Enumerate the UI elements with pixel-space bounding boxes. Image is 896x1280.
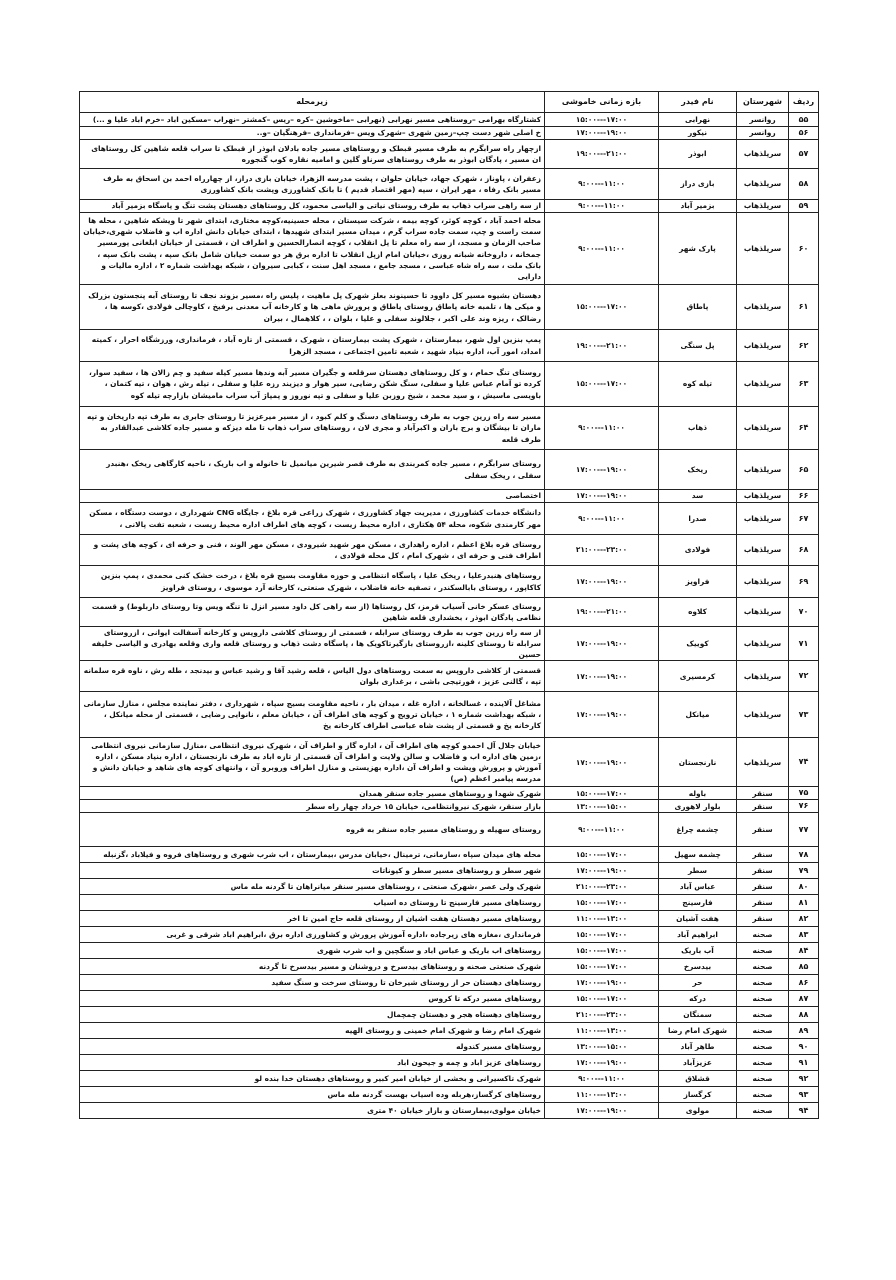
outage-time-cell: ۱۷:۰۰---۱۵:۰۰ xyxy=(545,927,659,943)
outage-time-cell: ۱۱:۰۰---۹:۰۰ xyxy=(545,813,659,847)
feeder-name-cell: نیکور xyxy=(659,127,737,140)
sub-neighborhood-cell: روستاهای دهستان حر از روستای شیرخان تا روستای سرخت و سنگ سفید xyxy=(80,975,545,991)
sub-neighborhood-cell: شهرک تاکسیرانی و بخشی از خیابان امیر کبیر و روستاهای دهستان خدا بنده لو xyxy=(80,1071,545,1087)
feeder-name-cell: کرگساز xyxy=(659,1087,737,1103)
feeder-name-cell: حر xyxy=(659,975,737,991)
table-row xyxy=(80,566,819,598)
row-number-cell: ۷۶ xyxy=(789,800,819,813)
header-outage-time-range: بازه زمانی خاموشی xyxy=(545,92,659,113)
outage-time-cell: ۱۵:۰۰---۱۳:۰۰ xyxy=(545,1039,659,1055)
outage-time-cell: ۱۷:۰۰---۱۵:۰۰ xyxy=(545,362,659,407)
city-cell: سرپلذهاب xyxy=(737,450,789,490)
table-row xyxy=(80,975,819,991)
feeder-name-cell: کوییک xyxy=(659,627,737,661)
sub-neighborhood-cell: محله احمد آباد ، کوچه کوثر، کوچه بیمه ، شرکت سیستان ، محله حسینیه،کوچه مختاری، ابتدای شهر تا ویشکه شاهین ، محله ها سمت راست و چپ، سمت جاده سراب گرم ، میدان مسیر ابتدای شهیدها ، ابتدای خیابان دانش اداره اب و فاضلاب شهری،خیابان صاحب الزمان و مسجد، از سه راه معلم تا پل انقلاب ، کوچه انصارالحسین و اطراف ان ، قسمتی از خیابان ابلغانی پورمسیر جمخانه ، داروخانه شبانه روزی ،خیابان امام ازپل انقلاب تا اداره برق هر دو سمت خیابان شامل بانک سپه ، پشت بانک سپه ، بانک ملت ، سه راه شاه عباسی ، مسجد جامع ، مسجد اهل سنت ، کبابی سیروان ، شبکه بهداشت شماره ۲ ، اداره مالیات و دارایی xyxy=(80,213,545,285)
outage-time-cell: ۱۹:۰۰---۱۷:۰۰ xyxy=(545,450,659,490)
table-row xyxy=(80,362,819,407)
table-row xyxy=(80,787,819,800)
city-cell: سرپلذهاب xyxy=(737,200,789,213)
sub-neighborhood-cell: روستاهای اب باریک و عباس اباد و سنگچین و اب شرب شهری xyxy=(80,943,545,959)
row-number-cell: ۶۷ xyxy=(789,503,819,535)
feeder-name-cell: سمنگان xyxy=(659,1007,737,1023)
sub-neighborhood-cell: شهرک شهدا و روستاهای مسیر جاده سنقر همدان xyxy=(80,787,545,800)
row-number-cell: ۶۱ xyxy=(789,285,819,330)
city-cell: سنقر xyxy=(737,895,789,911)
row-number-cell: ۶۳ xyxy=(789,362,819,407)
table-row xyxy=(80,692,819,738)
sub-neighborhood-cell: روستای قره بلاغ اعظم ، اداره راهداری ، مسکن مهر شهید شیرودی ، مسکن مهر الوند ، فنی و حرفه ای ، کوچه های پشت و اطراف فنی و حرفه ای ، شهرک امام ، کل محله فولادی ، xyxy=(80,535,545,566)
outage-time-cell: ۱۵:۰۰---۱۳:۰۰ xyxy=(545,800,659,813)
city-cell: سنقر xyxy=(737,787,789,800)
feeder-name-cell: فراویز xyxy=(659,566,737,598)
feeder-name-cell: کرمسیری xyxy=(659,661,737,692)
row-number-cell: ۸۶ xyxy=(789,975,819,991)
outage-time-cell: ۱۹:۰۰---۱۷:۰۰ xyxy=(545,1103,659,1119)
table-row xyxy=(80,1071,819,1087)
row-number-cell: ۶۵ xyxy=(789,450,819,490)
outage-time-cell: ۲۳:۰۰---۲۱:۰۰ xyxy=(545,879,659,895)
city-cell: سرپلذهاب xyxy=(737,407,789,450)
city-cell: صحنه xyxy=(737,1055,789,1071)
feeder-name-cell: ریخک xyxy=(659,450,737,490)
outage-time-cell: ۱۳:۰۰---۱۱:۰۰ xyxy=(545,911,659,927)
outage-time-cell: ۱۱:۰۰---۹:۰۰ xyxy=(545,407,659,450)
feeder-name-cell: مولوی xyxy=(659,1103,737,1119)
city-cell: سنقر xyxy=(737,863,789,879)
row-number-cell: ۸۰ xyxy=(789,879,819,895)
outage-time-cell: ۱۱:۰۰---۹:۰۰ xyxy=(545,200,659,213)
sub-neighborhood-cell: شهرک امام رضا و شهرک امام خمینی و روستای الهیه xyxy=(80,1023,545,1039)
feeder-name-cell: عزیزآباد xyxy=(659,1055,737,1071)
sub-neighborhood-cell: خیابان جلال آل احمدو کوچه های اطراف آن ، اداره گاز و اطراف آن ، شهرک نیروی انتظامی ،منازل سازمانی نیروی انتظامی ،زمین های اداره اب و فاضلاب و سالن ولایت و اطراف آن قسمتی از تازه اباد به طرف نارنجستان ، اداره بنیاد مسکن ، اداره آموزش و پرورش وپشت و اطراف آن ،اداره بهزیستی و منازل اطراف وروبرو آن ، وانتهای کوچه های شاهد و خیابان دانش و مدرسه پیامبر اعظم (ص) xyxy=(80,738,545,787)
row-number-cell: ۷۳ xyxy=(789,692,819,738)
table-row xyxy=(80,113,819,127)
table-row xyxy=(80,1007,819,1023)
outage-time-cell: ۲۱:۰۰---۱۹:۰۰ xyxy=(545,330,659,362)
city-cell: صحنه xyxy=(737,927,789,943)
header-feeder-name: نام فیدر xyxy=(659,92,737,113)
table-row xyxy=(80,847,819,863)
city-cell: صحنه xyxy=(737,1071,789,1087)
row-number-cell: ۷۵ xyxy=(789,787,819,800)
city-cell: صحنه xyxy=(737,959,789,975)
outage-time-cell: ۱۷:۰۰---۱۵:۰۰ xyxy=(545,787,659,800)
outage-time-cell: ۱۳:۰۰---۱۱:۰۰ xyxy=(545,1023,659,1039)
feeder-name-cell: ابوذر xyxy=(659,140,737,169)
city-cell: سرپلذهاب xyxy=(737,661,789,692)
row-number-cell: ۹۲ xyxy=(789,1071,819,1087)
outage-table xyxy=(79,91,819,1119)
row-number-cell: ۹۳ xyxy=(789,1087,819,1103)
table-row xyxy=(80,140,819,169)
outage-time-cell: ۱۹:۰۰---۱۷:۰۰ xyxy=(545,738,659,787)
row-number-cell: ۵۸ xyxy=(789,169,819,200)
sub-neighborhood-cell: کشتارگاه بهرامی –روستاهی مسیر نهرابی (نهرابی –ماخوشین –کره –ریس –کمشتر –نهراب –مسکین اباد –خرم اباد علیا و ...) xyxy=(80,113,545,127)
row-number-cell: ۶۶ xyxy=(789,490,819,503)
row-number-cell: ۵۹ xyxy=(789,200,819,213)
sub-neighborhood-cell: دهستان بشیوه مسیر کل داوود تا حسینوند بعلز شهرک پل ماهیت ، پلیس راه ،مسیر بزوند نجف تا روستای آبه پنجستون بزرلک و میکی ها ، تلمبه خانه پاطاق روستای پاطاق و پرورش ماهی ها و کارخانه آب معدنی برفیخ ، کاوچالی فولادی ،کوسه ها ، رضالک ، ریزه وند علی اکبر ، جلالوند سفلی و علیا ، بلوان ، ، کلاهمال ، بیران xyxy=(80,285,545,330)
row-number-cell: ۹۰ xyxy=(789,1039,819,1055)
sub-neighborhood-cell: روستاهای مسیر درکه تا کروس xyxy=(80,991,545,1007)
outage-time-cell: ۱۷:۰۰---۱۵:۰۰ xyxy=(545,991,659,1007)
outage-time-cell: ۱۷:۰۰---۱۵:۰۰ xyxy=(545,847,659,863)
outage-time-cell: ۱۱:۰۰---۹:۰۰ xyxy=(545,1071,659,1087)
row-number-cell: ۸۳ xyxy=(789,927,819,943)
feeder-name-cell: آب باریک xyxy=(659,943,737,959)
row-number-cell: ۸۹ xyxy=(789,1023,819,1039)
city-cell: سرپلذهاب xyxy=(737,285,789,330)
table-row xyxy=(80,738,819,787)
city-cell: سرپلذهاب xyxy=(737,566,789,598)
table-row xyxy=(80,813,819,847)
table-row xyxy=(80,1055,819,1071)
feeder-name-cell: بلوار لاهوری xyxy=(659,800,737,813)
table-row xyxy=(80,911,819,927)
sub-neighborhood-cell: خیابان مولوی،بیمارستان و بازار خیابان ۴۰ متری xyxy=(80,1103,545,1119)
table-header-row xyxy=(80,92,819,113)
feeder-name-cell: شهرک امام رضا xyxy=(659,1023,737,1039)
row-number-cell: ۸۲ xyxy=(789,911,819,927)
table-row xyxy=(80,627,819,661)
sub-neighborhood-cell: روستاهای کرگساز،هربله وده اسیاب بهست گردنه مله ماس xyxy=(80,1087,545,1103)
outage-time-cell: ۱۷:۰۰---۱۵:۰۰ xyxy=(545,113,659,127)
row-number-cell: ۸۱ xyxy=(789,895,819,911)
outage-time-cell: ۲۱:۰۰---۱۹:۰۰ xyxy=(545,598,659,627)
table-row xyxy=(80,490,819,503)
feeder-name-cell: قشلاق xyxy=(659,1071,737,1087)
sub-neighborhood-cell: مسیر سه راه زرین جوب به طرف روستاهای دسنگ و کلم کبود ، از مسیر میرعزیز تا روستای جابری به طرف تپه داریخان و تپه ماران تا بیشگان و برج باران و اکبرآباد و مجری لان ، روستاهای سراب ذهاب تا مله دیزکه و مسیر جاده کلاشی عبدالقادر به طرف قلعه xyxy=(80,407,545,450)
feeder-name-cell: تیله کوه xyxy=(659,362,737,407)
feeder-name-cell: کلاوه xyxy=(659,598,737,627)
outage-time-cell: ۱۹:۰۰---۱۷:۰۰ xyxy=(545,566,659,598)
feeder-name-cell: طاهر آباد xyxy=(659,1039,737,1055)
table-row xyxy=(80,169,819,200)
city-cell: روانسر xyxy=(737,127,789,140)
outage-time-cell: ۱۱:۰۰---۹:۰۰ xyxy=(545,503,659,535)
table-row xyxy=(80,1023,819,1039)
table-row xyxy=(80,285,819,330)
row-number-cell: ۶۹ xyxy=(789,566,819,598)
outage-time-cell: ۱۹:۰۰---۱۷:۰۰ xyxy=(545,490,659,503)
outage-time-cell: ۱۱:۰۰---۹:۰۰ xyxy=(545,213,659,285)
outage-time-cell: ۲۳:۰۰---۲۱:۰۰ xyxy=(545,1007,659,1023)
sub-neighborhood-cell: از سه راه زرین جوب به طرف روستای سرابله ، قسمتی از روستای کلاشی داروپس و کارخانه آسفالت ایوانی ، ازروستای سرابله تا روستای کلینه ،ازروستای بازگیرتاکویک ها ، پاسگاه دشت ذهاب و روستای قلعه واری وقلعه بهادری و الیاسی خلیفه حسین xyxy=(80,627,545,661)
table-row xyxy=(80,991,819,1007)
outage-time-cell: ۱۳:۰۰---۱۱:۰۰ xyxy=(545,1087,659,1103)
feeder-name-cell: فولادی xyxy=(659,535,737,566)
city-cell: سرپلذهاب xyxy=(737,362,789,407)
city-cell: سنقر xyxy=(737,813,789,847)
city-cell: صحنه xyxy=(737,1007,789,1023)
row-number-cell: ۷۹ xyxy=(789,863,819,879)
city-cell: سرپلذهاب xyxy=(737,535,789,566)
row-number-cell: ۸۸ xyxy=(789,1007,819,1023)
sub-neighborhood-cell: محله های میدان سپاه ،سازمانی، ترمینال ،خیابان مدرس ،بیمارستان ، اب شرب شهری و روستاهای فروه و فیلاباد ،گزنبله xyxy=(80,847,545,863)
city-cell: سرپلذهاب xyxy=(737,169,789,200)
sub-neighborhood-cell: روستای سرابگرم ، مسیر جاده کمربندی به طرف قصر شیرین میانمیل تا خانوله و اب باریک ، ناحیه کارگاهی ریخک ،هنبدر سفلی ، ریخک سفلی xyxy=(80,450,545,490)
sub-neighborhood-cell: روستای تنگ حمام ، و کل روستاهای دهستان سرقلعه و جگیران مسیر آبه وندها مسیر کیله سفید و چم زالان ها ، سفید سوار، کرده تو آمام عباس علیا و سفلی، سنگ شکن رضایی، سیر هوار و دیزیند رزه علیا و سفلی ، تیله رش ، هوان ، تیه کتمان ، باویسی ماسیش ، و سید محمد ، شیخ روزبن علیا و سفلی و تپه نوروز و پمپاژ آب سراب مامیشان بازارچه تیله کوه xyxy=(80,362,545,407)
feeder-name-cell: سطر xyxy=(659,863,737,879)
row-number-cell: ۶۲ xyxy=(789,330,819,362)
sub-neighborhood-cell: شهر سطر و روستاهای مسیر سطر و کیوناتات xyxy=(80,863,545,879)
feeder-name-cell: هفت آشیان xyxy=(659,911,737,927)
city-cell: صحنه xyxy=(737,1087,789,1103)
city-cell: صحنه xyxy=(737,1023,789,1039)
table-row xyxy=(80,661,819,692)
city-cell: صحنه xyxy=(737,991,789,1007)
row-number-cell: ۷۷ xyxy=(789,813,819,847)
row-number-cell: ۸۷ xyxy=(789,991,819,1007)
city-cell: سنقر xyxy=(737,847,789,863)
outage-schedule-sheet xyxy=(79,91,818,1119)
outage-time-cell: ۱۹:۰۰---۱۷:۰۰ xyxy=(545,975,659,991)
outage-time-cell: ۱۷:۰۰---۱۵:۰۰ xyxy=(545,285,659,330)
feeder-name-cell: پل سنگی xyxy=(659,330,737,362)
outage-time-cell: ۱۹:۰۰---۱۷:۰۰ xyxy=(545,661,659,692)
row-number-cell: ۵۵ xyxy=(789,113,819,127)
feeder-name-cell: پارک شهر xyxy=(659,213,737,285)
outage-time-cell: ۱۷:۰۰---۱۵:۰۰ xyxy=(545,943,659,959)
table-row xyxy=(80,330,819,362)
table-row xyxy=(80,503,819,535)
row-number-cell: ۵۷ xyxy=(789,140,819,169)
table-row xyxy=(80,1087,819,1103)
city-cell: صحنه xyxy=(737,943,789,959)
sub-neighborhood-cell: بازار سنقر، شهرک نیروانتظامی، خیابان ۱۵ خرداد چهار راه سطر xyxy=(80,800,545,813)
feeder-name-cell: فارسینج xyxy=(659,895,737,911)
outage-time-cell: ۱۹:۰۰---۱۷:۰۰ xyxy=(545,863,659,879)
table-body xyxy=(80,113,819,1119)
table-row xyxy=(80,598,819,627)
sub-neighborhood-cell: روستای سهیله و روستاهای مسیر جاده سنقر به فروه xyxy=(80,813,545,847)
feeder-name-cell: میانکل xyxy=(659,692,737,738)
header-city: شهرستان xyxy=(737,92,789,113)
table-row xyxy=(80,407,819,450)
table-row xyxy=(80,1103,819,1119)
feeder-name-cell: صدرا xyxy=(659,503,737,535)
city-cell: سرپلذهاب xyxy=(737,598,789,627)
table-row xyxy=(80,943,819,959)
row-number-cell: ۹۴ xyxy=(789,1103,819,1119)
header-sub-neighborhood: زیرمحله xyxy=(80,92,545,113)
feeder-name-cell: چشمه چراغ xyxy=(659,813,737,847)
sub-neighborhood-cell: ازچهار راه سرابگرم به طرف مسیر قبطک و روستاهای مسیر جاده بادلان ابوذر از قبطک تا سراب قلعه شاهین کل روستاهای ان مسیر ، پادگان ابوذر به طرف روستاهای سرناو گلین و امامیه نقاره کوب گنجوره xyxy=(80,140,545,169)
feeder-name-cell: پاطاق xyxy=(659,285,737,330)
city-cell: سرپلذهاب xyxy=(737,503,789,535)
feeder-name-cell: نارنجستان xyxy=(659,738,737,787)
table-row xyxy=(80,879,819,895)
feeder-name-cell: ابراهیم آباد xyxy=(659,927,737,943)
sub-neighborhood-cell: اختصاصی xyxy=(80,490,545,503)
sub-neighborhood-cell: دانشگاه خدمات کشاورزی ، مدیریت جهاد کشاورزی ، شهرک زراعی قره بلاغ ، جایگاه CNG شهرداری ، دوست دستگاه ، مسکن مهر کارمندی شکوه، محله ۵۴ هکتاری ، اداره محیط زیست ، کوچه های اطراف اداره محیط زیست ، شعبه تفت پالانی ، xyxy=(80,503,545,535)
sub-neighborhood-cell: روستای عسکر خانی آسیاب قرمز، کل روستاها (از سه راهی کل داود مسیر انزل تا تنگه ویس وتا روستای داربلوط) و قسمت نظامی پادگان ابوذر ، بخشداری قلعه شاهین xyxy=(80,598,545,627)
table-row xyxy=(80,127,819,140)
row-number-cell: ۶۸ xyxy=(789,535,819,566)
row-number-cell: ۹۱ xyxy=(789,1055,819,1071)
sub-neighborhood-cell: پمپ بنزین اول شهر، بیمارستان ، شهرک پشت بیمارستان ، شهرک ، قسمتی از تازه آباد ، فرمانداری، ورزشگاه احرار ، کمیته امداد، امور آب، اداره بنیاد شهید ، شعبه تامین اجتماعی ، مسجد الزهرا xyxy=(80,330,545,362)
sub-neighborhood-cell: شهرک صنعتی صحنه و روستاهای بیدسرخ و دروشنان و مسیر بیدسرخ تا گردنه xyxy=(80,959,545,975)
feeder-name-cell: باوله xyxy=(659,787,737,800)
sub-neighborhood-cell: قسمتی از کلاشی داروپس به سمت روستاهای دول الیاس ، قلعه رشید آقا و رشید عباس و بیدنجد ، طله رش ، ناوه قره سلمانه تپه ، گالنی عزیز ، فورتیجی باشی ، برغداری بلوان xyxy=(80,661,545,692)
outage-time-cell: ۱۹:۰۰---۱۷:۰۰ xyxy=(545,127,659,140)
feeder-name-cell: درکه xyxy=(659,991,737,1007)
row-number-cell: ۷۴ xyxy=(789,738,819,787)
table-row xyxy=(80,863,819,879)
feeder-name-cell: بزمیر آباد xyxy=(659,200,737,213)
sub-neighborhood-cell: روستاهای عزیز اباد و چمه و جیحون اباد xyxy=(80,1055,545,1071)
city-cell: صحنه xyxy=(737,1103,789,1119)
row-number-cell: ۷۸ xyxy=(789,847,819,863)
row-number-cell: ۷۱ xyxy=(789,627,819,661)
table-row xyxy=(80,895,819,911)
feeder-name-cell: سد xyxy=(659,490,737,503)
feeder-name-cell: چشمه سهیل xyxy=(659,847,737,863)
row-number-cell: ۷۲ xyxy=(789,661,819,692)
city-cell: سرپلذهاب xyxy=(737,490,789,503)
feeder-name-cell: نهرابی xyxy=(659,113,737,127)
table-row xyxy=(80,450,819,490)
city-cell: سرپلذهاب xyxy=(737,738,789,787)
table-row xyxy=(80,535,819,566)
feeder-name-cell: بیدسرخ xyxy=(659,959,737,975)
row-number-cell: ۶۴ xyxy=(789,407,819,450)
city-cell: سنقر xyxy=(737,800,789,813)
outage-time-cell: ۱۹:۰۰---۱۷:۰۰ xyxy=(545,1055,659,1071)
city-cell: روانسر xyxy=(737,113,789,127)
row-number-cell: ۷۰ xyxy=(789,598,819,627)
feeder-name-cell: بازی دراز xyxy=(659,169,737,200)
city-cell: سرپلذهاب xyxy=(737,213,789,285)
city-cell: صحنه xyxy=(737,1039,789,1055)
table-row xyxy=(80,927,819,943)
sub-neighborhood-cell: مشاغل آلاینده ، غسالخانه ، اداره غله ، میدان بار ، ناحیه مقاومت بسیج سپاه ، شهرداری ، دفتر نماینده مجلس ، منازل سازمانی ، شبکه بهداشت شماره ۱ ، خیابان ترویج و کوچه های اطراف آن ، خیابان معلم ، نانوایی رضایی ، قسمتی از محله میانکل ، کارخانه یخ و قسمتی از پشت شاه عباسی اطراف کارخانه یخ xyxy=(80,692,545,738)
outage-time-cell: ۱۹:۰۰---۱۷:۰۰ xyxy=(545,692,659,738)
sub-neighborhood-cell: شهرک ولی عصر ،شهرک صنعتی ، روستاهای مسیر سنقر میانراهان تا گردنه مله ماس xyxy=(80,879,545,895)
sub-neighborhood-cell: زعفران ، پاوناز ، شهرک جهاد، خیابان حلوان ، پشت مدرسه الزهرا، خیابان بازی دراز، از چهارراه احمد بن اسحاق به طرف مسیر بانک رفاه ، مهر ایران ، سپه (مهر اقتصاد قدیم ) تا بانک کشاورزی وپشت بانک کشاورزی xyxy=(80,169,545,200)
outage-time-cell: ۲۳:۰۰---۲۱:۰۰ xyxy=(545,535,659,566)
city-cell: صحنه xyxy=(737,975,789,991)
feeder-name-cell: ذهاب xyxy=(659,407,737,450)
row-number-cell: ۸۴ xyxy=(789,943,819,959)
city-cell: سرپلذهاب xyxy=(737,627,789,661)
row-number-cell: ۸۵ xyxy=(789,959,819,975)
table-row xyxy=(80,1039,819,1055)
outage-time-cell: ۱۷:۰۰---۱۵:۰۰ xyxy=(545,895,659,911)
sub-neighborhood-cell: فرمانداری ،مغازه های زیرجاده ،اداره آموزش پرورش و کشاورزی اداره برق ،ابراهیم اباد شرقی و غربی xyxy=(80,927,545,943)
feeder-name-cell: عباس آباد xyxy=(659,879,737,895)
table-row xyxy=(80,959,819,975)
table-row xyxy=(80,800,819,813)
sub-neighborhood-cell: از سه راهی سراب ذهاب به طرف روستای نیاتی و الیاسی محمود، کل روستاهای دهستان پشت تنگ و پاسگاه بزمیر آباد xyxy=(80,200,545,213)
sub-neighborhood-cell: روستاهای دهستاه هجر و دهستان چمچمال xyxy=(80,1007,545,1023)
outage-time-cell: ۱۷:۰۰---۱۵:۰۰ xyxy=(545,959,659,975)
row-number-cell: ۵۶ xyxy=(789,127,819,140)
city-cell: سرپلذهاب xyxy=(737,330,789,362)
header-row-number: ردیف xyxy=(789,92,819,113)
outage-time-cell: ۱۹:۰۰---۱۷:۰۰ xyxy=(545,627,659,661)
outage-time-cell: ۲۱:۰۰---۱۹:۰۰ xyxy=(545,140,659,169)
sub-neighborhood-cell: روستاهای مسیر فارسینج تا روستای ده اسیاب xyxy=(80,895,545,911)
sub-neighborhood-cell: روستاهای مسیر کندوله xyxy=(80,1039,545,1055)
row-number-cell: ۶۰ xyxy=(789,213,819,285)
sub-neighborhood-cell: خ اصلی شهر دست چپ–زمین شهری –شهرک ویس –فرمانداری –فرهنگیان –و.. xyxy=(80,127,545,140)
table-row xyxy=(80,213,819,285)
table-row xyxy=(80,200,819,213)
outage-time-cell: ۱۱:۰۰---۹:۰۰ xyxy=(545,169,659,200)
city-cell: سنقر xyxy=(737,879,789,895)
city-cell: سرپلذهاب xyxy=(737,692,789,738)
sub-neighborhood-cell: روستاهای هنبدرعلیا ، ریخک علیا ، پاسگاه انتظامی و حوزه مقاومت بسیج قره بلاغ ، درخت خشک کنی محمدی ، پمپ بنزین کاکاپور ، روستای بابالسکندر ، تصفیه خانه فاضلاب ، شهرک صنعتی، کارخانه آرد موسوی ، روستای فراویز xyxy=(80,566,545,598)
city-cell: سرپلذهاب xyxy=(737,140,789,169)
sub-neighborhood-cell: روستاهای مسیر دهستان هفت اشیان از روستای قلعه حاج امین تا اخر xyxy=(80,911,545,927)
city-cell: سنقر xyxy=(737,911,789,927)
